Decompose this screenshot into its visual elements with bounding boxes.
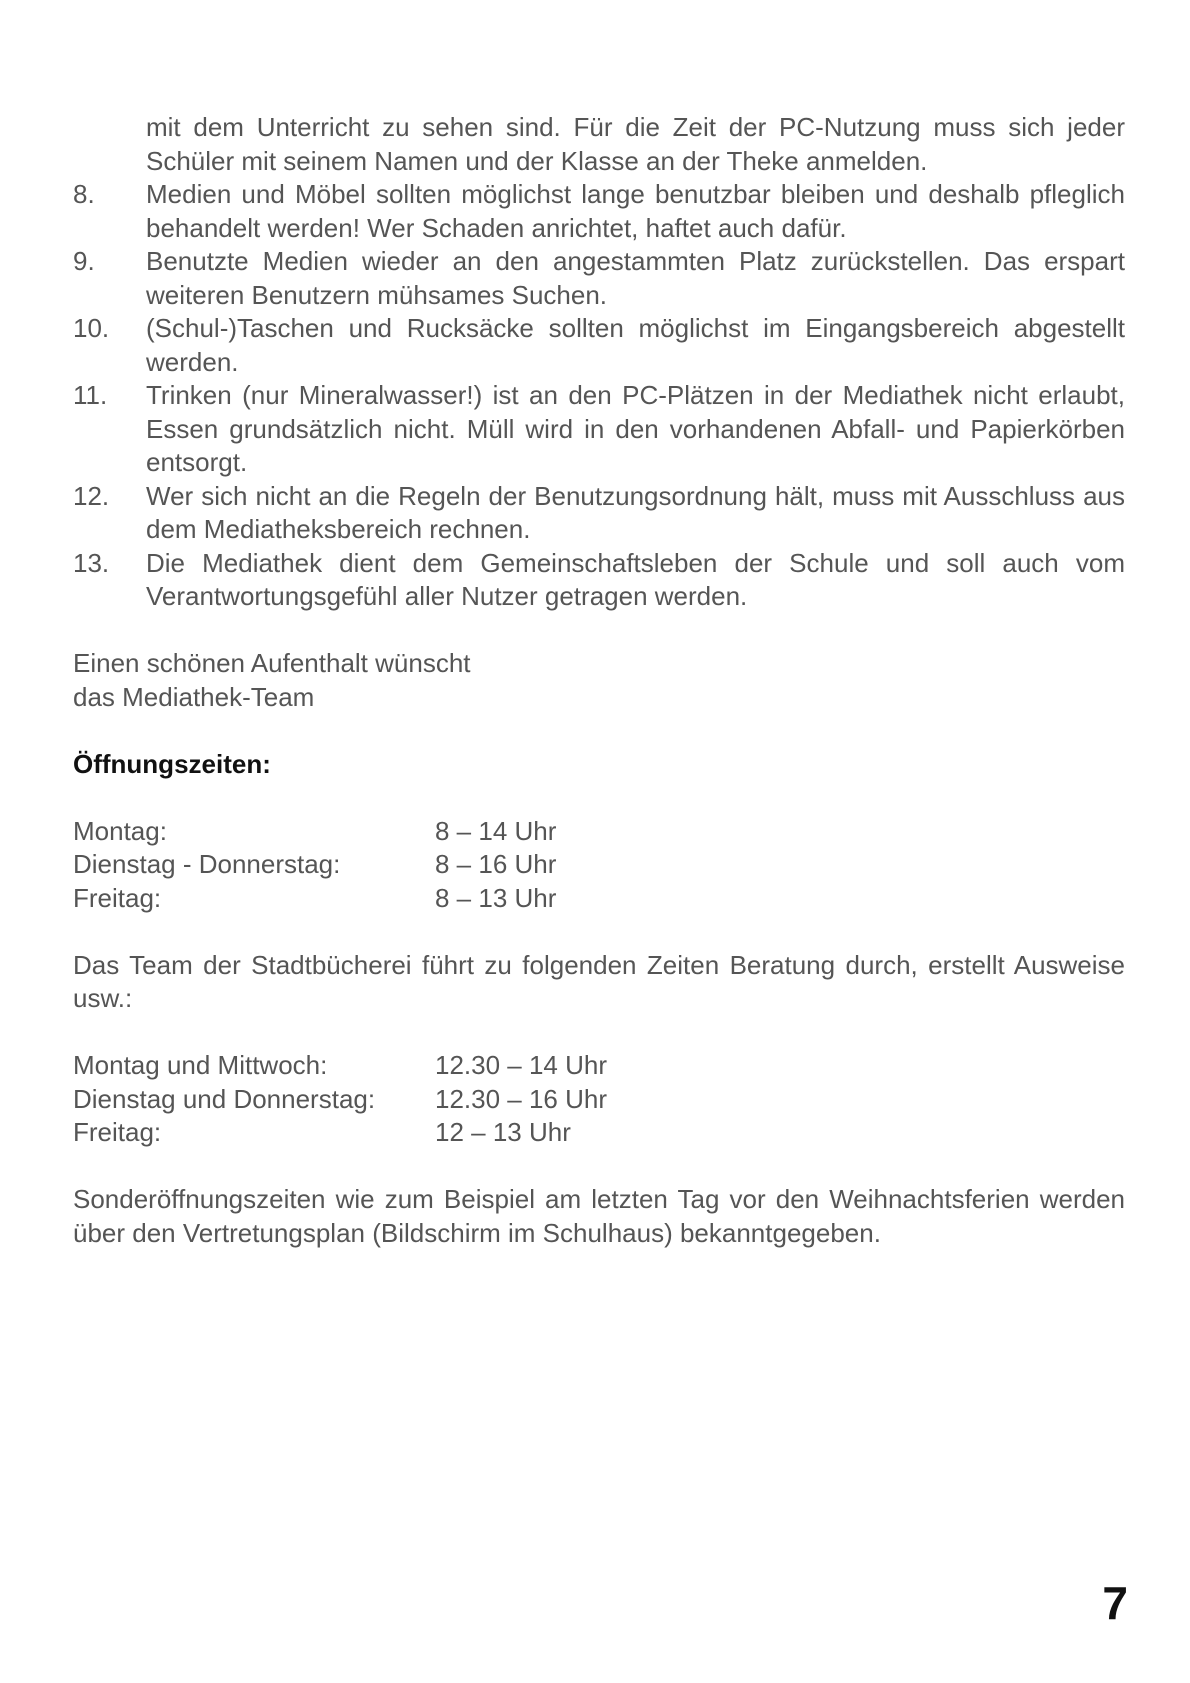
hours-time: 12.30 – 16 Uhr: [435, 1083, 608, 1114]
library-hours-table: [73, 1049, 1125, 1150]
closing-signature: das Mediathek-Team: [73, 681, 315, 712]
closing-greeting: [73, 647, 1125, 714]
hours-day: Montag und Mittwoch:: [73, 1050, 328, 1080]
rule-number: 9.: [73, 246, 95, 276]
library-intro: Das Team der Stadtbücherei führt zu folgenden Zeiten Beratung durch, erstellt Ausweise usw.:: [73, 949, 1125, 1013]
table-row: [73, 882, 1125, 916]
hours-day: Montag:: [73, 815, 167, 846]
list-item: [73, 312, 1125, 379]
rule-number: 10.: [73, 313, 110, 343]
table-row: [73, 1083, 1125, 1117]
hours-day: Freitag:: [73, 882, 162, 913]
hours-time: 8 – 14 Uhr: [435, 815, 557, 846]
table-row: [73, 848, 1125, 882]
rule-text: Benutzte Medien wieder an den angestammten Platz zurückstellen. Das erspart weiteren Benutzern mühsames Suchen.: [146, 246, 1125, 310]
list-item: [73, 547, 1125, 614]
hours-time: 8 – 16 Uhr: [435, 849, 557, 879]
rule-text: Wer sich nicht an die Regeln der Benutzungsordnung hält, muss mit Ausschluss aus dem Mediatheksbereich rechnen.: [146, 480, 1125, 544]
rule-number: 8.: [73, 179, 95, 209]
hours-time: 8 – 13 Uhr: [435, 882, 557, 913]
hours-day: Dienstag und Donnerstag:: [73, 1083, 376, 1114]
closing-line: Einen schönen Aufenthalt wünscht: [73, 648, 471, 678]
opening-hours-table: [73, 815, 1125, 916]
list-item: [73, 480, 1125, 547]
special-hours-note: Sonderöffnungszeiten wie zum Beispiel am letzten Tag vor den Weihnachtsferien werden über den Vertretungsplan (Bildschirm im Schulhaus) bekanntgegeben.: [73, 1184, 1125, 1248]
list-item: [73, 379, 1125, 480]
hours-day: Dienstag - Donnerstag:: [73, 849, 341, 879]
rule-text: Trinken (nur Mineralwasser!) ist an den PC-Plätzen in der Mediathek nicht erlaubt, Essen grundsätzlich nicht. Müll wird in den vorhandenen Abfall- und Papierkörben entsorgt.: [146, 380, 1125, 477]
opening-hours-heading: Öffnungszeiten:: [73, 748, 271, 779]
rule-number: 13.: [73, 547, 110, 578]
rule-text: Die Mediathek dient dem Gemeinschaftsleben der Schule und soll auch vom Verantwortungsgefühl aller Nutzer getragen werden.: [146, 547, 1125, 611]
hours-time: 12 – 13 Uhr: [435, 1117, 571, 1147]
hours-time: 12.30 – 14 Uhr: [435, 1050, 608, 1080]
list-item: [73, 178, 1125, 245]
rule-continuation: mit dem Unterricht zu sehen sind. Für die Zeit der PC-Nutzung muss sich jeder Schüler mit seinem Namen und der Klasse an der Theke anmelden.: [146, 112, 1125, 176]
table-row: [73, 815, 1125, 849]
rule-number: 11.: [73, 380, 108, 410]
table-row: [73, 1116, 1125, 1150]
rule-text: (Schul-)Taschen und Rucksäcke sollten möglichst im Eingangsbereich abgestellt werden.: [146, 313, 1125, 377]
rule-number: 12.: [73, 480, 110, 511]
table-row: [73, 1049, 1125, 1083]
rule-text: Medien und Möbel sollten möglichst lange benutzbar bleiben und deshalb pfleglich behandelt werden! Wer Schaden anrichtet, haftet auch dafür.: [146, 179, 1125, 243]
page-number: 7: [1102, 1577, 1128, 1629]
rules-list: [73, 178, 1125, 614]
hours-day: Freitag:: [73, 1117, 162, 1147]
list-item: [73, 245, 1125, 312]
document-page: [73, 111, 1125, 1250]
